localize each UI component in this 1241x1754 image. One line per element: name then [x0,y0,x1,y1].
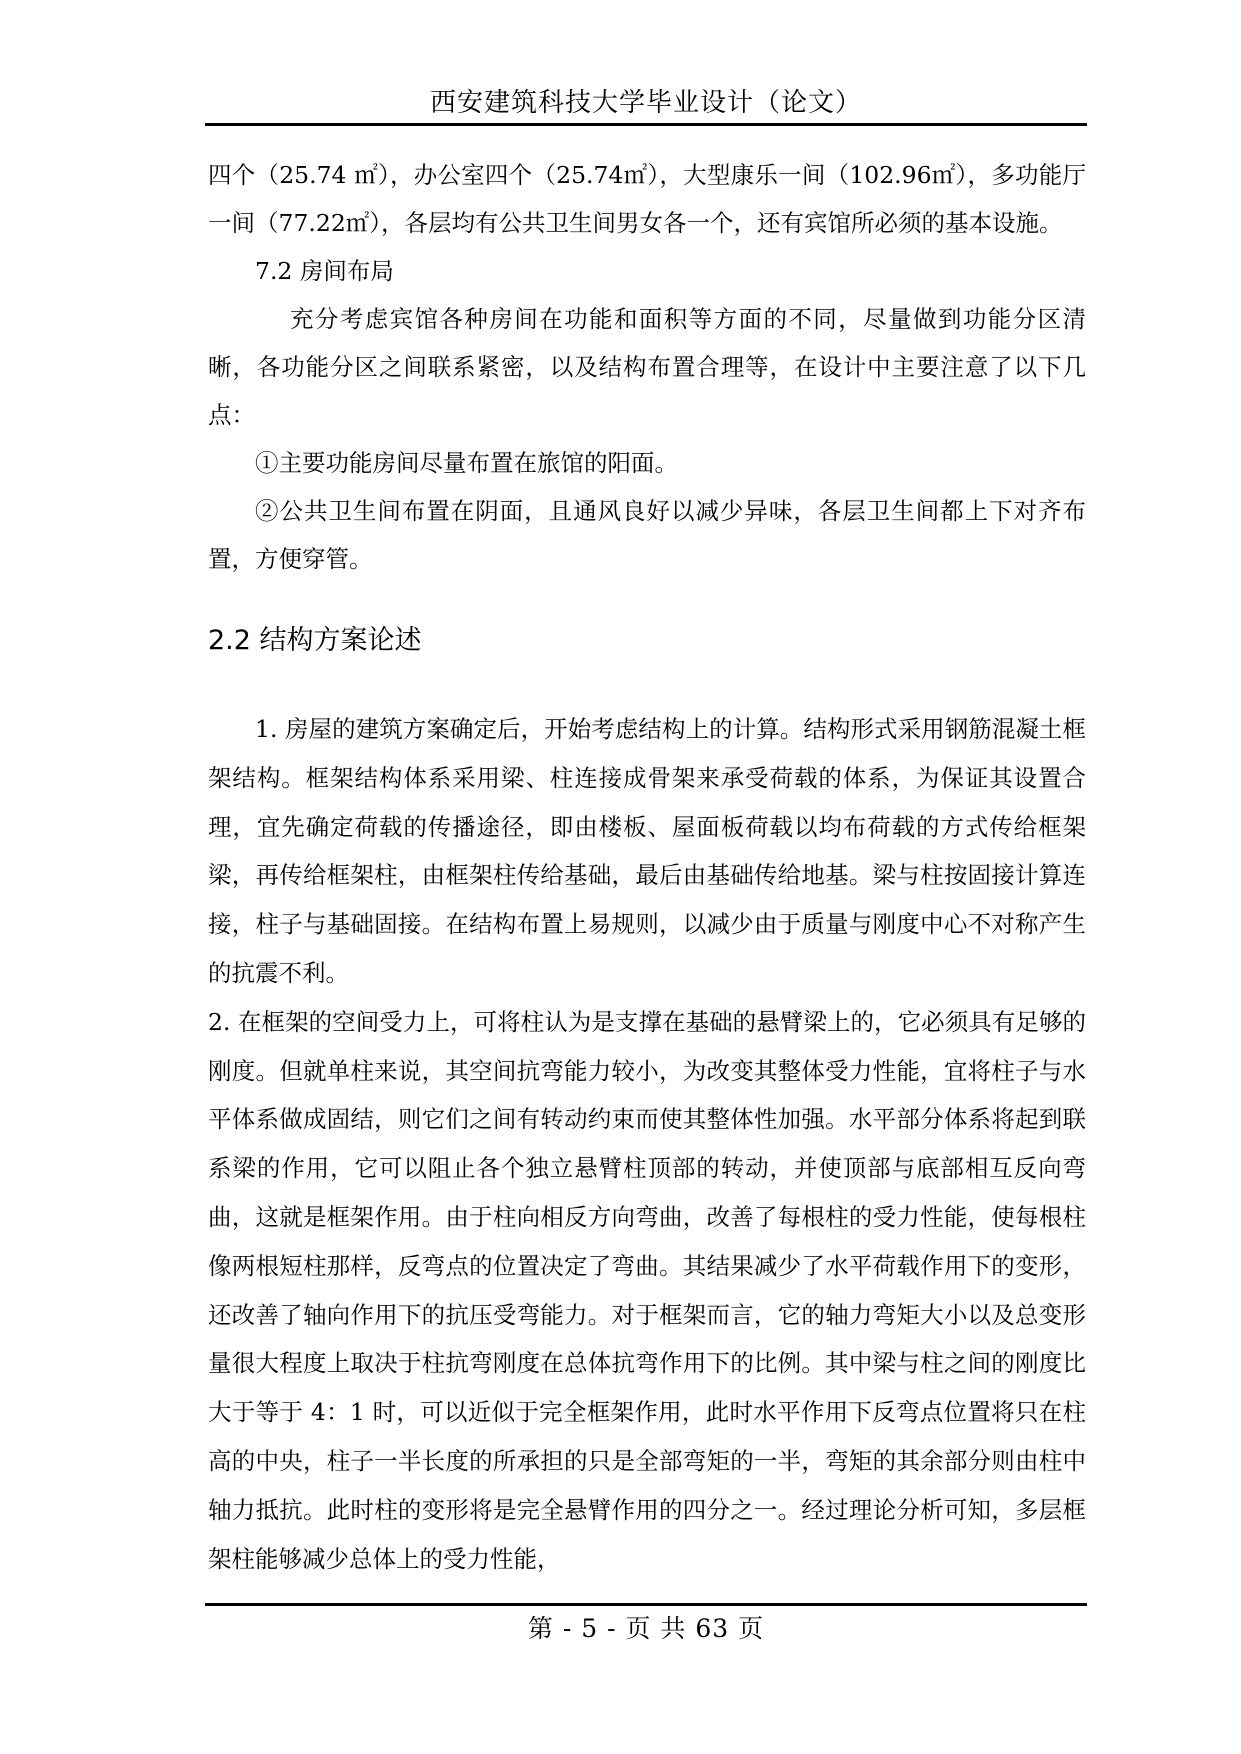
list-item-1: ①主要功能房间尽量布置在旅馆的阳面。 [255,449,678,477]
structure-paragraph-1: 1. 房屋的建筑方案确定后，开始考虑结构上的计算。结构形式采用钢筋混凝土框架结构。框架结构体系采用梁、柱连接成骨架来承受荷载的体系，为保证其设置合理，宜先确定荷载的传播途径，即由楼板、屋面板荷载以均布荷载的方式传给框架梁，再传给框架柱，由框架柱传给基础，最后由基础传给地基。梁与柱按固接计算连接，柱子与基础固接。在结构布置上易规则，以减少由于质量与刚度中心不对称产生的抗震不利。 [208,715,1086,987]
page-header-title: 西安建筑科技大学毕业设计（论文） [429,88,862,118]
room-layout-paragraph: 充分考虑宾馆各种房间在功能和面积等方面的不同，尽量做到功能分区清晰，各功能分区之间联系紧密，以及结构布置合理等，在设计中主要注意了以下几点： [208,305,1086,429]
section-heading-2-2: 2.2 结构方案论述 [208,625,422,656]
subheading-room-layout: 7.2 房间布局 [255,257,394,285]
list-item-2: ②公共卫生间布置在阴面，且通风良好以减少异味，各层卫生间都上下对齐布置，方便穿管。 [208,497,1086,573]
intro-paragraph: 四个（25.74 ㎡），办公室四个（25.74㎡），大型康乐一间（102.96㎡），多功能厅一间（77.22㎡），各层均有公共卫生间男女各一个，还有宾馆所必须的基本设施。 [208,161,1086,237]
header-divider [205,123,1087,126]
intro-section [208,151,1086,583]
structure-section [208,705,1086,1583]
structure-paragraph-2: 2. 在框架的空间受力上，可将柱认为是支撑在基础的悬臂梁上的，它必须具有足够的刚度。但就单柱来说，其空间抗弯能力较小，为改变其整体受力性能，宜将柱子与水平体系做成固结，则它们之间有转动约束而使其整体性加强。水平部分体系将起到联系梁的作用，它可以阻止各个独立悬臂柱顶部的转动，并使顶部与底部相互反向弯曲，这就是框架作用。由于柱向相反方向弯曲，改善了每根柱的受力性能，使每根柱像两根短柱那样，反弯点的位置决定了弯曲。其结果减少了水平荷载作用下的变形，还改善了轴向作用下的抗压受弯能力。对于框架而言，它的轴力弯矩大小以及总变形量很大程度上取决于柱抗弯刚度在总体抗弯作用下的比例。其中梁与柱之间的刚度比大于等于 4：1 时，可以近似于完全框架作用，此时水平作用下反弯点位置将只在柱高的中央，柱子一半长度的所承担的只是全部弯矩的一半，弯矩的其余部分则由柱中轴力抵抗。此时柱的变形将是完全悬臂作用的四分之一。经过理论分析可知，多层框架柱能够减少总体上的受力性能， [208,1007,1086,1573]
footer-divider [205,1603,1087,1606]
page-number: 第 - 5 - 页 共 63 页 [527,1614,765,1643]
